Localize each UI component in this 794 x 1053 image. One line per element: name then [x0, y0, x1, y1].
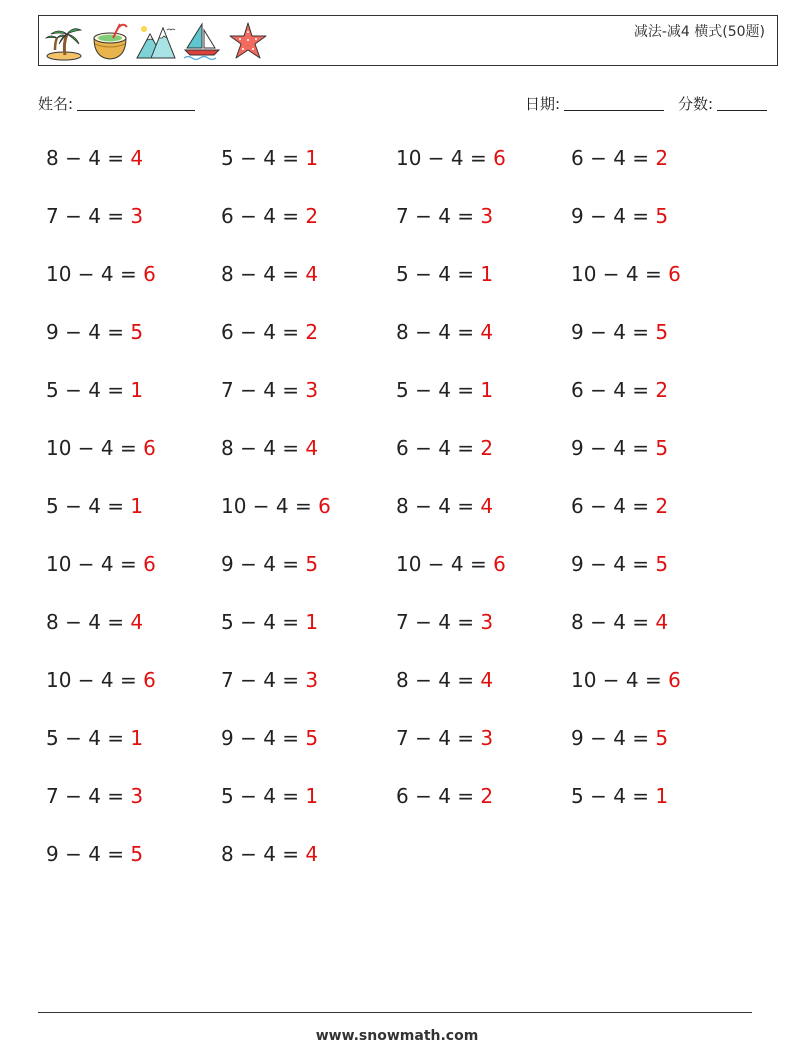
problem-item	[396, 784, 493, 808]
problem-question: 9 − 4 =	[571, 436, 656, 460]
problem-question: 7 − 4 =	[221, 378, 306, 402]
problem-answer: 4	[130, 146, 144, 170]
problem-item	[46, 842, 143, 866]
problem-item	[396, 262, 493, 286]
problem-answer: 4	[130, 610, 144, 634]
problem-item	[571, 146, 668, 170]
date-blank[interactable]	[564, 96, 664, 111]
problem-answer: 4	[655, 610, 669, 634]
problem-question: 10 − 4 =	[46, 262, 144, 286]
problem-answer: 5	[130, 842, 144, 866]
name-label: 姓名:	[38, 95, 74, 113]
problem-question: 9 − 4 =	[46, 842, 131, 866]
problem-question: 9 − 4 =	[221, 726, 306, 750]
problem-answer: 4	[305, 436, 319, 460]
problem-question: 6 − 4 =	[396, 784, 481, 808]
problem-question: 9 − 4 =	[571, 726, 656, 750]
problem-question: 5 − 4 =	[571, 784, 656, 808]
problem-question: 9 − 4 =	[571, 552, 656, 576]
problem-item	[571, 494, 668, 518]
problem-item	[396, 378, 493, 402]
problem-answer: 3	[130, 204, 144, 228]
problem-answer: 2	[305, 204, 319, 228]
problem-item	[396, 726, 493, 750]
problem-item	[221, 726, 318, 750]
problem-item	[396, 436, 493, 460]
problem-item	[46, 320, 143, 344]
problem-answer: 4	[480, 320, 494, 344]
problem-question: 7 − 4 =	[221, 668, 306, 692]
problem-answer: 1	[480, 262, 494, 286]
problem-item	[571, 204, 668, 228]
starfish-icon	[227, 20, 269, 62]
name-blank[interactable]	[77, 96, 195, 111]
problem-question: 10 − 4 =	[46, 436, 144, 460]
problem-item	[221, 784, 318, 808]
problem-item	[221, 146, 318, 170]
problem-answer: 6	[668, 668, 681, 692]
problem-item	[571, 262, 681, 286]
mountains-icon	[135, 20, 177, 62]
date-field	[525, 93, 664, 114]
problem-question: 8 − 4 =	[46, 610, 131, 634]
problem-item	[221, 668, 318, 692]
problem-answer: 1	[305, 784, 319, 808]
problem-question: 9 − 4 =	[571, 204, 656, 228]
problem-item	[221, 494, 331, 518]
problem-answer: 5	[655, 436, 669, 460]
problem-item	[46, 784, 143, 808]
problem-question: 6 − 4 =	[396, 436, 481, 460]
problem-answer: 4	[305, 842, 319, 866]
problem-question: 5 − 4 =	[396, 378, 481, 402]
problem-question: 6 − 4 =	[221, 204, 306, 228]
problem-question: 9 − 4 =	[46, 320, 131, 344]
footer-divider	[38, 1012, 752, 1013]
problem-item	[221, 204, 318, 228]
problem-answer: 2	[655, 378, 669, 402]
problem-item	[571, 668, 681, 692]
problem-question: 8 − 4 =	[396, 668, 481, 692]
problem-answer: 5	[305, 726, 319, 750]
problem-answer: 5	[655, 726, 669, 750]
problem-answer: 1	[305, 610, 319, 634]
problem-item	[221, 610, 318, 634]
problem-item	[396, 552, 506, 576]
problem-question: 8 − 4 =	[571, 610, 656, 634]
problem-answer: 1	[130, 726, 144, 750]
problem-answer: 2	[480, 784, 494, 808]
problem-item	[571, 320, 668, 344]
problem-answer: 5	[130, 320, 144, 344]
problem-answer: 2	[655, 146, 669, 170]
problem-item	[46, 204, 143, 228]
problem-answer: 5	[655, 552, 669, 576]
score-field	[678, 93, 767, 114]
problem-item	[221, 842, 318, 866]
problem-question: 10 − 4 =	[46, 668, 144, 692]
problem-question: 8 − 4 =	[221, 262, 306, 286]
problem-answer: 3	[480, 204, 494, 228]
problem-answer: 3	[480, 610, 494, 634]
problem-question: 5 − 4 =	[46, 726, 131, 750]
problem-item	[571, 726, 668, 750]
problem-question: 8 − 4 =	[221, 842, 306, 866]
problem-item	[571, 436, 668, 460]
problem-answer: 2	[305, 320, 319, 344]
problem-item	[396, 668, 493, 692]
problem-item	[571, 552, 668, 576]
problem-item	[221, 262, 318, 286]
problem-item	[46, 610, 143, 634]
date-label: 日期:	[525, 95, 561, 113]
problem-item	[396, 146, 506, 170]
header-box	[38, 15, 778, 66]
problem-question: 6 − 4 =	[571, 146, 656, 170]
worksheet-title: 减法-减4 横式(50题)	[633, 24, 765, 40]
problem-item	[46, 262, 156, 286]
problem-answer: 6	[143, 552, 156, 576]
problem-question: 7 − 4 =	[396, 204, 481, 228]
problem-item	[46, 494, 143, 518]
problem-question: 10 − 4 =	[571, 262, 669, 286]
name-field	[38, 93, 195, 114]
problem-item	[571, 610, 668, 634]
problem-answer: 3	[130, 784, 144, 808]
problem-answer: 2	[480, 436, 494, 460]
problem-answer: 4	[480, 668, 494, 692]
problem-question: 5 − 4 =	[221, 610, 306, 634]
problem-question: 6 − 4 =	[221, 320, 306, 344]
problem-answer: 3	[305, 668, 319, 692]
problem-answer: 4	[305, 262, 319, 286]
problem-answer: 6	[143, 262, 156, 286]
problem-answer: 6	[668, 262, 681, 286]
sailboat-icon	[181, 20, 223, 62]
problem-question: 10 − 4 =	[221, 494, 319, 518]
palm-island-icon	[43, 20, 85, 62]
problem-answer: 2	[655, 494, 669, 518]
problem-item	[46, 146, 143, 170]
problem-answer: 1	[480, 378, 494, 402]
problem-question: 8 − 4 =	[46, 146, 131, 170]
problem-question: 9 − 4 =	[221, 552, 306, 576]
problem-question: 6 − 4 =	[571, 378, 656, 402]
problem-question: 7 − 4 =	[46, 204, 131, 228]
problem-question: 8 − 4 =	[396, 494, 481, 518]
problem-item	[396, 320, 493, 344]
footer-url: www.snowmath.com	[315, 1028, 479, 1044]
problem-answer: 6	[143, 436, 156, 460]
problem-question: 10 − 4 =	[46, 552, 144, 576]
problem-answer: 6	[318, 494, 331, 518]
problem-item	[46, 436, 156, 460]
problem-answer: 4	[480, 494, 494, 518]
problem-question: 10 − 4 =	[571, 668, 669, 692]
problem-question: 5 − 4 =	[221, 784, 306, 808]
problem-item	[46, 378, 143, 402]
problem-item	[571, 378, 668, 402]
problem-question: 7 − 4 =	[46, 784, 131, 808]
score-label: 分数:	[678, 95, 714, 113]
problem-answer: 6	[493, 146, 506, 170]
problem-answer: 1	[655, 784, 669, 808]
problem-question: 6 − 4 =	[571, 494, 656, 518]
problem-question: 8 − 4 =	[396, 320, 481, 344]
problem-item	[221, 436, 318, 460]
problem-question: 10 − 4 =	[396, 552, 494, 576]
problem-answer: 6	[143, 668, 156, 692]
problem-item	[46, 668, 156, 692]
problem-item	[221, 320, 318, 344]
problem-item	[396, 204, 493, 228]
problem-answer: 3	[305, 378, 319, 402]
problem-question: 5 − 4 =	[46, 494, 131, 518]
problem-item	[396, 494, 493, 518]
problem-question: 5 − 4 =	[396, 262, 481, 286]
problem-answer: 1	[305, 146, 319, 170]
problem-answer: 6	[493, 552, 506, 576]
problem-answer: 5	[655, 320, 669, 344]
problem-answer: 3	[480, 726, 494, 750]
problem-question: 7 − 4 =	[396, 610, 481, 634]
problem-question: 8 − 4 =	[221, 436, 306, 460]
problem-answer: 5	[655, 204, 669, 228]
problem-question: 9 − 4 =	[571, 320, 656, 344]
problem-item	[221, 378, 318, 402]
problem-item	[46, 726, 143, 750]
problem-answer: 5	[305, 552, 319, 576]
problem-item	[221, 552, 318, 576]
problem-question: 10 − 4 =	[396, 146, 494, 170]
problem-item	[571, 784, 668, 808]
problem-question: 5 − 4 =	[46, 378, 131, 402]
problem-item	[396, 610, 493, 634]
coconut-drink-icon	[89, 20, 131, 62]
score-blank[interactable]	[717, 96, 767, 111]
problem-question: 7 − 4 =	[396, 726, 481, 750]
problem-question: 5 − 4 =	[221, 146, 306, 170]
header-icons	[43, 20, 269, 62]
problem-item	[46, 552, 156, 576]
problem-answer: 1	[130, 494, 144, 518]
problem-answer: 1	[130, 378, 144, 402]
